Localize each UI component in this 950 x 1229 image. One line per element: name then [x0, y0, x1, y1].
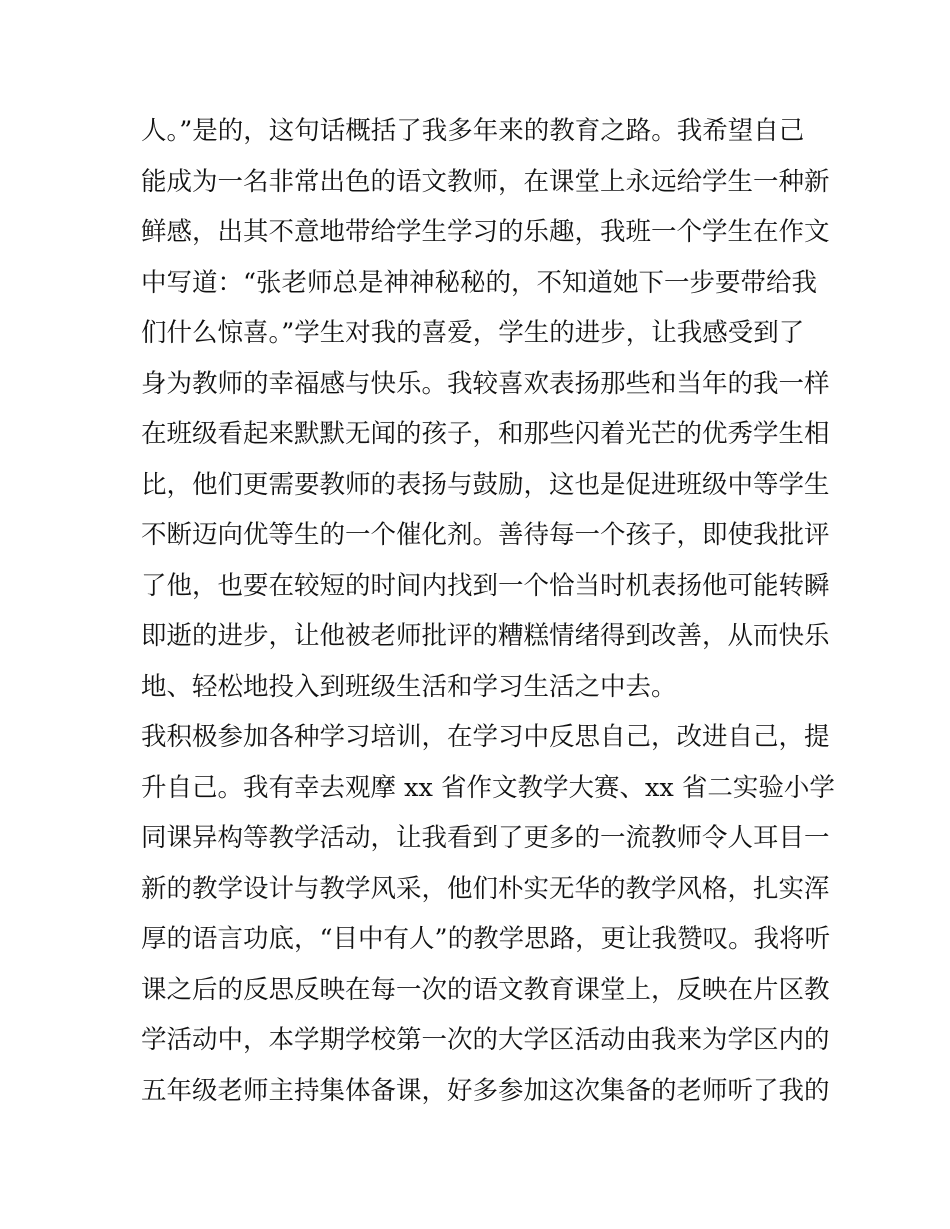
- text-line: 同课异构等教学活动，让我看到了更多的一流教师令人耳目一: [141, 823, 830, 853]
- text-line: 地、轻松地投入到班级生活和学习生活之中去。: [141, 671, 677, 702]
- text-line: 五年级老师主持集体备课，好多参加这次集备的老师听了我的: [141, 1075, 830, 1106]
- text-line: 厚的语言功底，“目中有人”的教学思路，更让我赞叹。我将听: [141, 924, 831, 954]
- text-line: 人。”是的，这句话概括了我多年来的教育之路。我希望自己: [141, 116, 805, 146]
- text-line: 不断迈向优等生的一个催化剂。善待每一个孩子，即使我批评: [141, 520, 830, 550]
- text-line: 们什么惊喜。”学生对我的喜爱，学生的进步，让我感受到了: [141, 318, 805, 348]
- text-line: 能成为一名非常出色的语文教师，在课堂上永远给学生一种新: [141, 166, 830, 197]
- text-line: 课之后的反思反映在每一次的语文教育课堂上，反映在片区教: [141, 974, 830, 1005]
- text-line: 鲜感，出其不意地带给学生学习的乐趣，我班一个学生在作文: [141, 217, 830, 247]
- text-line: 中写道：“张老师总是神神秘秘的，不知道她下一步要带给我: [141, 267, 818, 298]
- text-line: 身为教师的幸福感与快乐。我较喜欢表扬那些和当年的我一样: [141, 368, 830, 399]
- text-line: 学活动中，本学期学校第一次的大学区活动由我来为学区内的: [141, 1025, 830, 1055]
- text-line: 在班级看起来默默无闻的孩子，和那些闪着光芒的优秀学生相: [141, 419, 830, 449]
- text-line: 新的教学设计与教学风采，他们朴实无华的教学风格，扎实浑: [141, 873, 830, 904]
- text-line: 我积极参加各种学习培训，在学习中反思自己，改进自己，提: [141, 722, 830, 752]
- text-line: 即逝的进步，让他被老师批评的糟糕情绪得到改善，从而快乐: [141, 621, 830, 651]
- text-line: 比，他们更需要教师的表扬与鼓励，这也是促进班级中等学生: [141, 469, 830, 500]
- text-line: 了他，也要在较短的时间内找到一个恰当时机表扬他可能转瞬: [141, 570, 830, 601]
- text-line: 升自己。我有幸去观摩 xx 省作文教学大赛、xx 省二实验小学: [141, 772, 835, 803]
- body-text: [141, 106, 835, 1116]
